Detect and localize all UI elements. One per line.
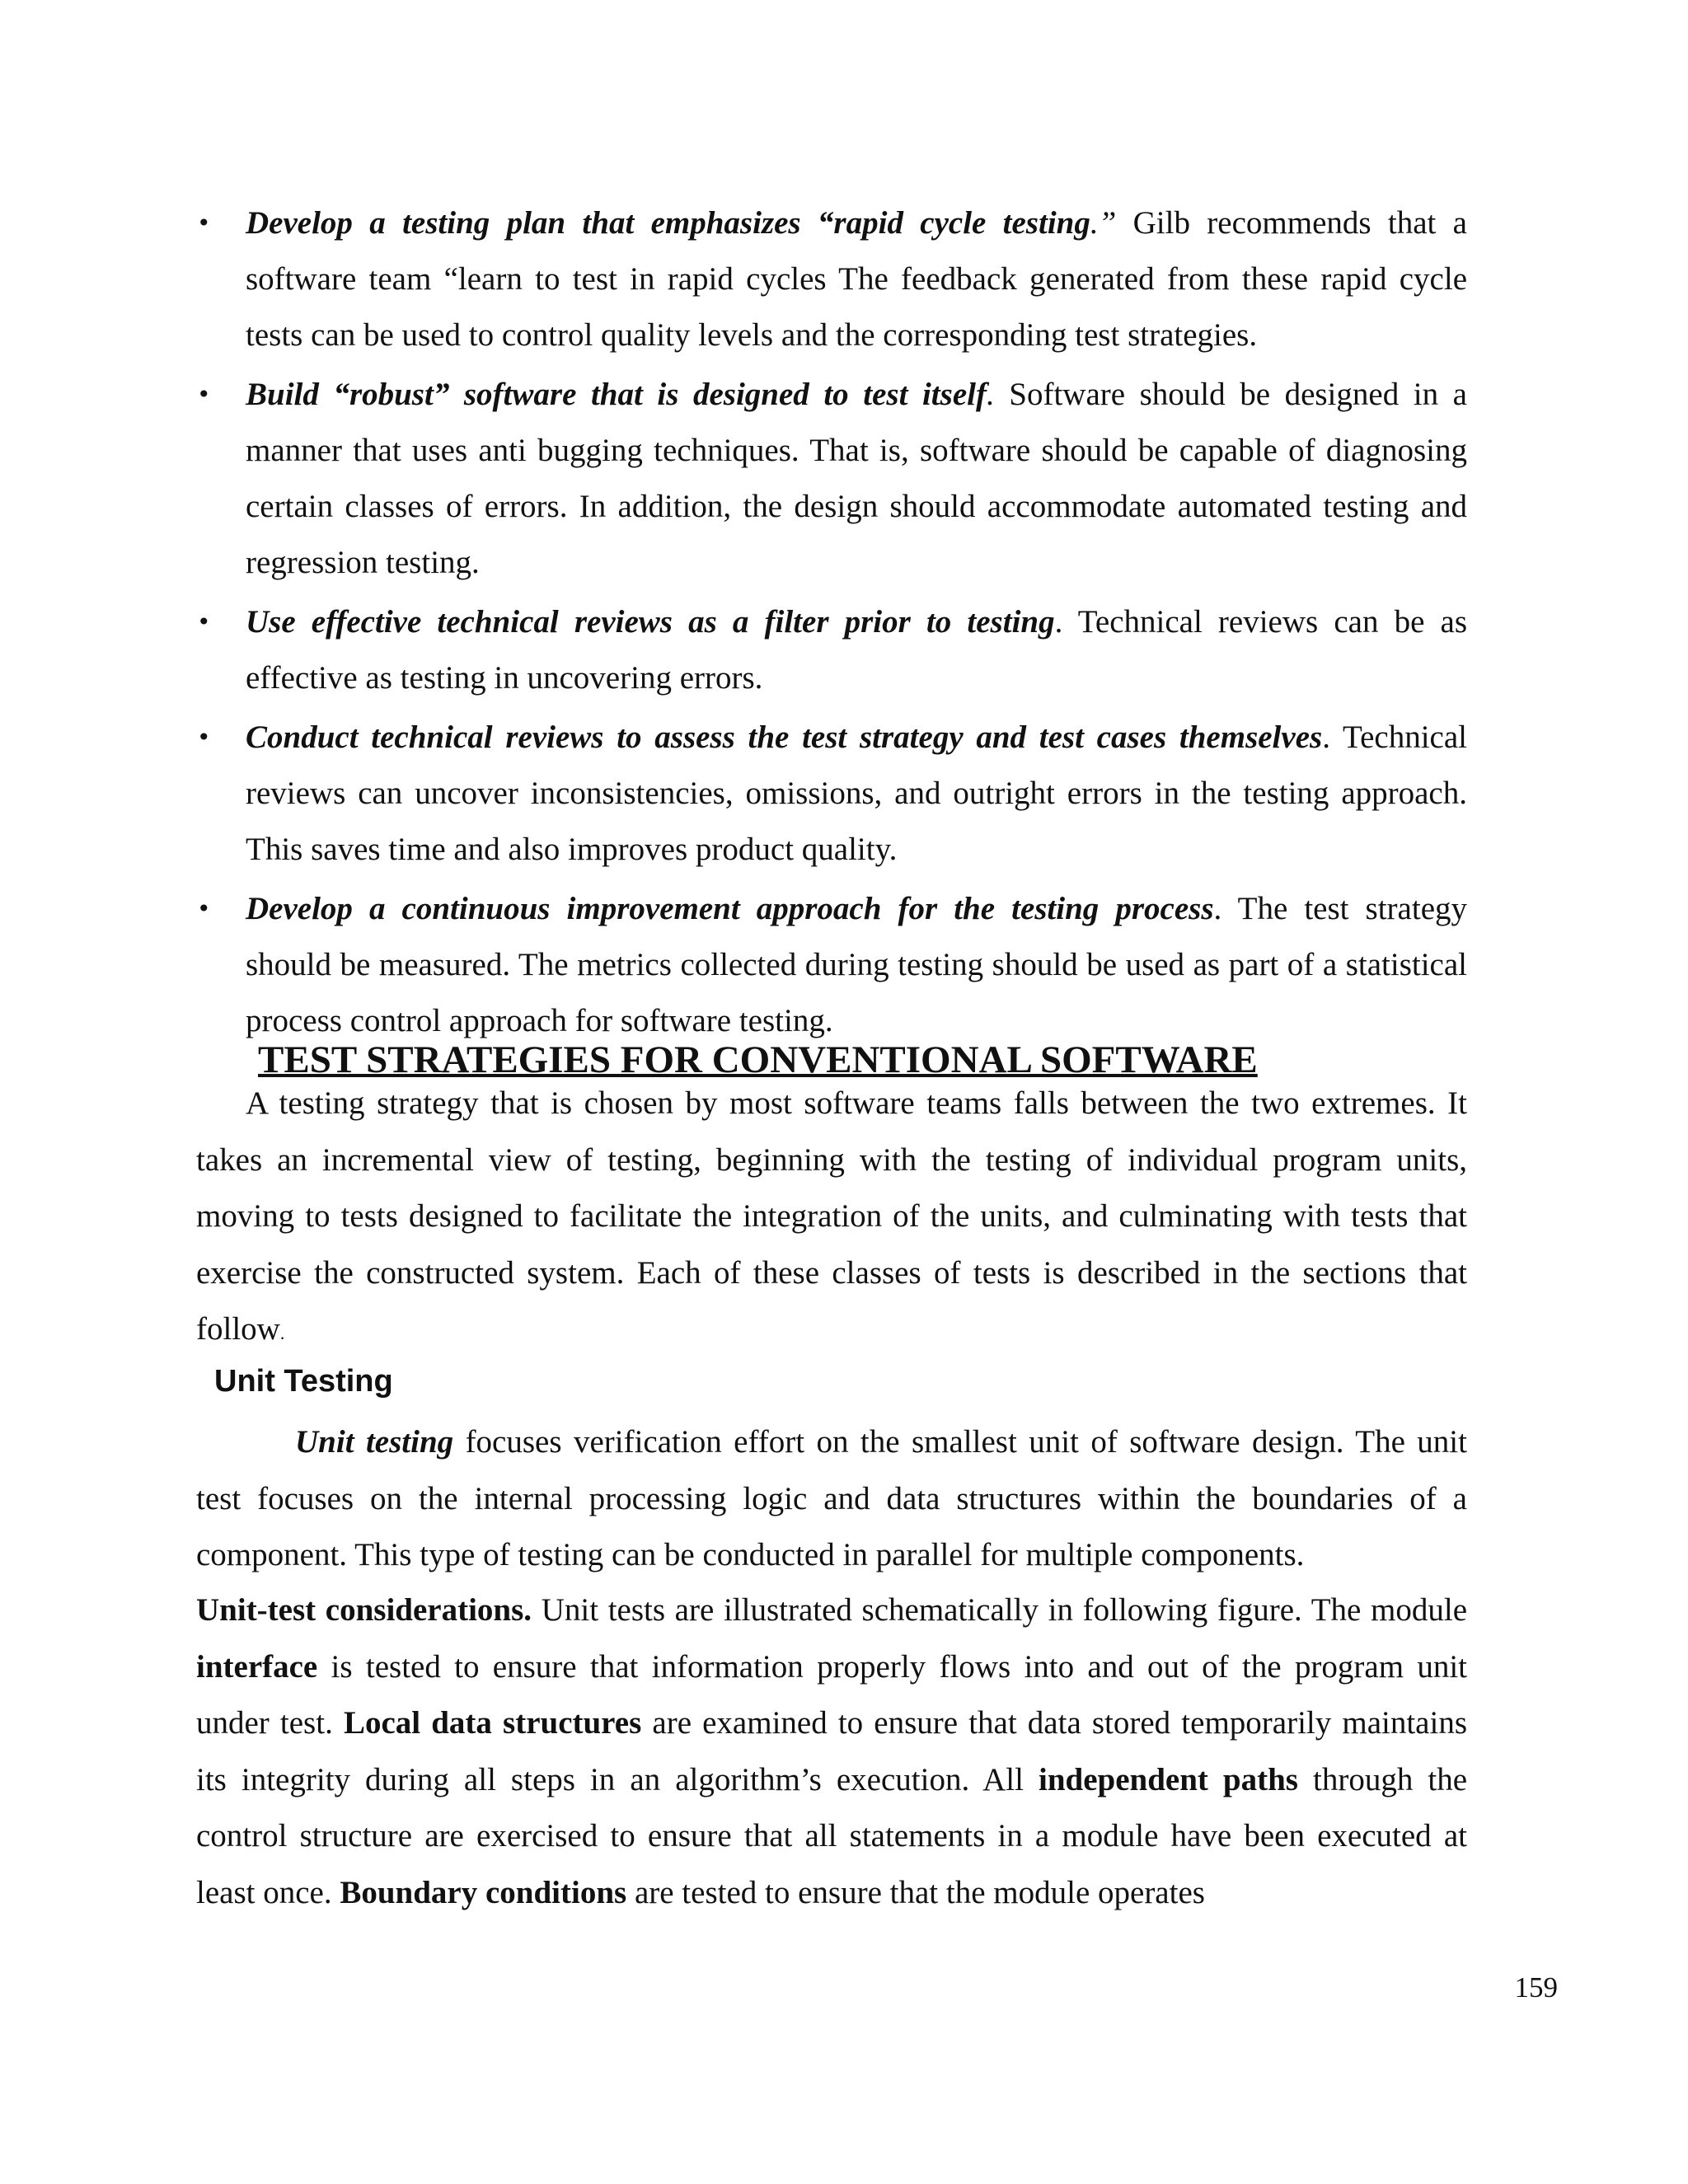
- list-item: [0, 710, 1688, 878]
- intro-period: .: [279, 1323, 285, 1343]
- boundary-conditions-term: Boundary conditions: [340, 1874, 627, 1910]
- bullet-icon: •: [197, 608, 211, 635]
- unit-testing-heading: Unit Testing: [214, 1364, 393, 1399]
- bullet-icon: •: [197, 381, 211, 408]
- considerations-text: through the control structure are exercised to ensure that all statements in a module have been executed at least once.: [196, 1761, 1468, 1910]
- considerations-text: is tested to ensure that information properly flows into and out of the program unit under test.: [196, 1648, 1467, 1741]
- unit-testing-paragraph: [196, 1414, 1467, 1584]
- bullet-lead-end: .: [1054, 604, 1063, 640]
- bullet-icon: •: [197, 895, 211, 922]
- considerations-text: Unit tests are illustrated schematically in following figure. The module: [532, 1592, 1467, 1628]
- section-heading: TEST STRATEGIES FOR CONVENTIONAL SOFTWARE: [258, 1038, 1258, 1081]
- bullet-lead: Conduct technical reviews to assess the test strategy and test cases themselves: [246, 719, 1323, 755]
- list-item: [0, 195, 1688, 363]
- bullet-lead-end: .: [1213, 891, 1222, 926]
- local-data-structures-term: Local data structures: [343, 1705, 642, 1741]
- bullet-lead: Use effective technical reviews as a filter prior to testing: [246, 604, 1055, 640]
- bullet-text: Technical reviews can uncover inconsistencies, omissions, and outright errors in the testing approach. This saves time and also improves product quality.: [246, 719, 1467, 867]
- bullet-text: The test strategy should be measured. The metrics collected during testing should be used as part of a statistical process control approach for software testing.: [246, 891, 1467, 1038]
- considerations-text: are tested to ensure that the module operates: [626, 1874, 1205, 1910]
- bullet-lead-end: .”: [1090, 205, 1117, 241]
- intro-paragraph: [196, 1076, 1467, 1362]
- list-item: [0, 594, 1688, 706]
- testing-guidelines-list: [0, 195, 1688, 1052]
- bullet-lead: Develop a continuous improvement approach for the testing process: [246, 891, 1214, 926]
- unit-test-considerations-paragraph: [196, 1582, 1467, 1921]
- bullet-lead-end: .: [986, 377, 995, 412]
- page-number: 159: [1514, 1971, 1558, 2004]
- bullet-lead-end: .: [1322, 719, 1330, 755]
- unit-testing-text: focuses verification effort on the smallest unit of software design. The unit test focuses on the internal processing logic and data structures within the boundaries of a component. This type of testing can be conducted in parallel for multiple components.: [196, 1424, 1467, 1572]
- bullet-icon: •: [197, 724, 211, 751]
- list-item: [0, 881, 1688, 1049]
- intro-text: A testing strategy that is chosen by most software teams falls between the two extremes. It takes an incremental view of testing, beginning with the testing of individual program units, moving to tests designed to facilitate the integration of the units, and culminating with tests that exercise the constructed system. Each of these classes of tests is described in the sections that follow: [196, 1085, 1467, 1347]
- bullet-lead: Build “robust” software that is designed to test itself: [246, 377, 987, 412]
- list-item: [0, 367, 1688, 591]
- unit-testing-term: Unit testing: [295, 1424, 454, 1460]
- considerations-text: are examined to ensure that data stored temporarily maintains its integrity during all steps in an algorithm’s execution. All: [196, 1705, 1467, 1797]
- bullet-lead: Develop a testing plan that emphasizes “rapid cycle testing: [246, 205, 1090, 241]
- independent-paths-term: independent paths: [1038, 1761, 1298, 1797]
- bullet-icon: •: [197, 209, 211, 237]
- interface-term: interface: [196, 1648, 318, 1685]
- bullet-text: Software should be designed in a manner that uses anti bugging techniques. That is, software should be capable of diagnosing certain classes of errors. In addition, the design should accommodate automated testing and regression testing.: [246, 377, 1467, 580]
- bullet-text: Gilb recommends that a software team “learn to test in rapid cycles The feedback generated from these rapid cycle tests can be used to control quality levels and the corresponding test strategies.: [246, 205, 1467, 353]
- bullet-text: Technical reviews can be as effective as testing in uncovering errors.: [246, 604, 1467, 696]
- considerations-term: Unit-test considerations.: [196, 1592, 532, 1628]
